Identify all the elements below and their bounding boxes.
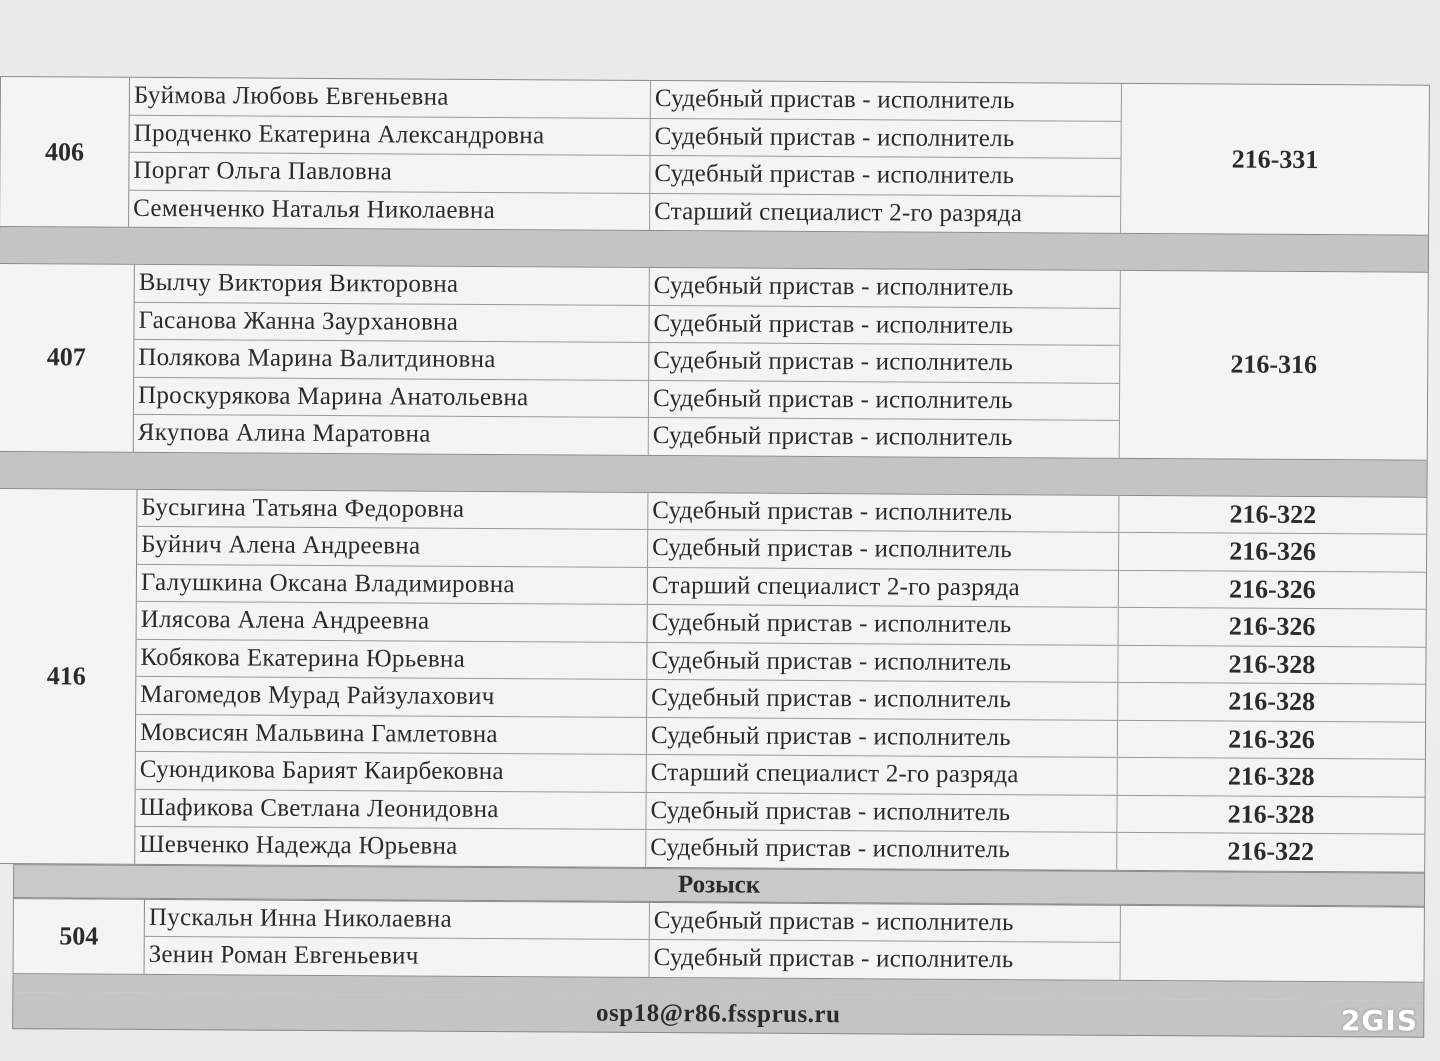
staff-name: Пускальн Инна Николаевна	[145, 899, 650, 939]
staff-position: Судебный пристав - исполнитель	[650, 940, 1121, 979]
room-number: 406	[0, 77, 130, 227]
table-row	[136, 677, 1118, 720]
staff-name: Зенин Роман Евгеньевич	[145, 937, 650, 977]
table-row	[135, 827, 1117, 869]
staff-name: Кобякова Екатерина Юрьевна	[136, 639, 647, 679]
staff-position: Старший специалист 2-го разряда	[648, 567, 1119, 606]
staff-phone: 216-326	[1119, 570, 1426, 609]
staff-directory-table	[0, 76, 1430, 1037]
staff-name: Шевченко Надежда Юрьевна	[135, 827, 646, 867]
staff-name: Илясова Алена Андреевна	[137, 602, 648, 642]
phone-column	[1117, 495, 1426, 871]
staff-position: Судебный пристав - исполнитель	[648, 605, 1119, 644]
staff-position: Судебный пристав - исполнитель	[646, 792, 1117, 831]
table-row	[134, 340, 1120, 384]
staff-name: Проскурякова Марина Анатольевна	[134, 377, 649, 417]
staff-position: Судебный пристав - исполнитель	[651, 118, 1122, 157]
table-row	[136, 639, 1118, 682]
staff-name: Полякова Марина Валитдиновна	[134, 340, 649, 380]
staff-position: Судебный пристав - исполнитель	[649, 380, 1120, 419]
room-group-406	[0, 76, 1430, 236]
room-group-407	[0, 263, 1429, 460]
room-group-504	[13, 898, 1425, 983]
staff-position: Судебный пристав - исполнитель	[648, 530, 1119, 569]
table-row	[137, 489, 1119, 532]
staff-position: Судебный пристав - исполнитель	[649, 343, 1120, 382]
staff-name: Магомедов Мурад Райзулахович	[136, 677, 647, 717]
staff-phone: 216-326	[1119, 608, 1426, 647]
staff-position: Судебный пристав - исполнитель	[650, 902, 1121, 941]
table-row	[134, 302, 1120, 346]
table-row	[129, 153, 1121, 197]
staff-phone: 216-326	[1119, 533, 1426, 572]
room-number: 407	[0, 264, 135, 451]
table-row	[136, 752, 1118, 795]
staff-name: Мовсисян Мальвина Гамлетовна	[136, 714, 647, 754]
room-phone: 216-316	[1230, 349, 1318, 380]
staff-phone: 216-328	[1117, 795, 1424, 834]
staff-rows	[145, 899, 1121, 979]
staff-phone: 216-328	[1118, 758, 1425, 797]
table-row	[134, 377, 1120, 421]
staff-position: Старший специалист 2-го разряда	[647, 755, 1118, 794]
table-row	[137, 564, 1119, 607]
staff-name: Буймова Любовь Евгеньевна	[130, 78, 651, 118]
room-phone: 216-331	[1231, 144, 1319, 174]
staff-name: Якупова Алина Маратовна	[134, 415, 649, 455]
staff-position: Судебный пристав - исполнитель	[649, 305, 1120, 344]
staff-phone: 216-326	[1118, 720, 1425, 759]
table-row	[137, 602, 1119, 645]
staff-name: Продченко Екатерина Александровна	[130, 115, 651, 155]
staff-position: Судебный пристав - исполнитель	[649, 418, 1120, 457]
staff-phone: 216-322	[1119, 495, 1426, 534]
staff-position: Судебный пристав - исполнитель	[647, 717, 1118, 756]
watermark-logo: 2GIS	[1340, 1004, 1418, 1037]
staff-name: Семенченко Наталья Николаевна	[129, 190, 650, 230]
staff-name: Гасанова Жанна Заурхановна	[134, 302, 649, 342]
staff-rows	[129, 78, 1122, 233]
room-number: 416	[0, 488, 137, 863]
room-phone-empty	[1121, 905, 1424, 981]
table-row	[134, 415, 1120, 458]
staff-position: Судебный пристав - исполнитель	[647, 680, 1118, 719]
staff-position: Судебный пристав - исполнитель	[650, 156, 1121, 195]
staff-name: Поргат Ольга Павловна	[129, 153, 650, 193]
table-row	[135, 789, 1117, 832]
staff-name: Вылчу Виктория Викторовна	[135, 265, 650, 305]
staff-position: Судебный пристав - исполнитель	[651, 81, 1122, 120]
table-row	[145, 899, 1121, 942]
staff-name: Суюндикова Барият Каирбековна	[136, 752, 647, 792]
staff-name: Буйнич Алена Андреевна	[137, 527, 648, 567]
staff-position: Судебный пристав - исполнитель	[650, 268, 1121, 307]
staff-phone: 216-328	[1118, 683, 1425, 722]
section-heading: Розыск	[13, 864, 1425, 907]
staff-rows	[134, 265, 1121, 458]
table-row	[137, 527, 1119, 570]
table-row	[130, 78, 1122, 122]
table-row	[145, 937, 1121, 979]
table-row	[129, 190, 1121, 233]
staff-name: Галушкина Оксана Владимировна	[137, 564, 648, 604]
staff-position: Судебный пристав - исполнитель	[648, 492, 1119, 531]
staff-name: Шафикова Светлана Леонидовна	[135, 789, 646, 829]
staff-position: Судебный пристав - исполнитель	[646, 830, 1117, 869]
room-number: 504	[14, 899, 145, 974]
staff-phone: 216-328	[1118, 645, 1425, 684]
staff-name: Бусыгина Татьяна Федоровна	[137, 489, 648, 529]
staff-position: Старший специалист 2-го разряда	[650, 193, 1121, 232]
room-group-416	[0, 487, 1427, 872]
table-row	[135, 265, 1121, 309]
staff-position: Судебный пристав - исполнитель	[647, 642, 1118, 681]
footer-email: osp18@r86.fssprus.ru	[12, 992, 1424, 1038]
table-row	[130, 115, 1122, 159]
table-row	[136, 714, 1118, 757]
staff-phone: 216-322	[1227, 836, 1315, 867]
staff-rows	[135, 489, 1119, 869]
